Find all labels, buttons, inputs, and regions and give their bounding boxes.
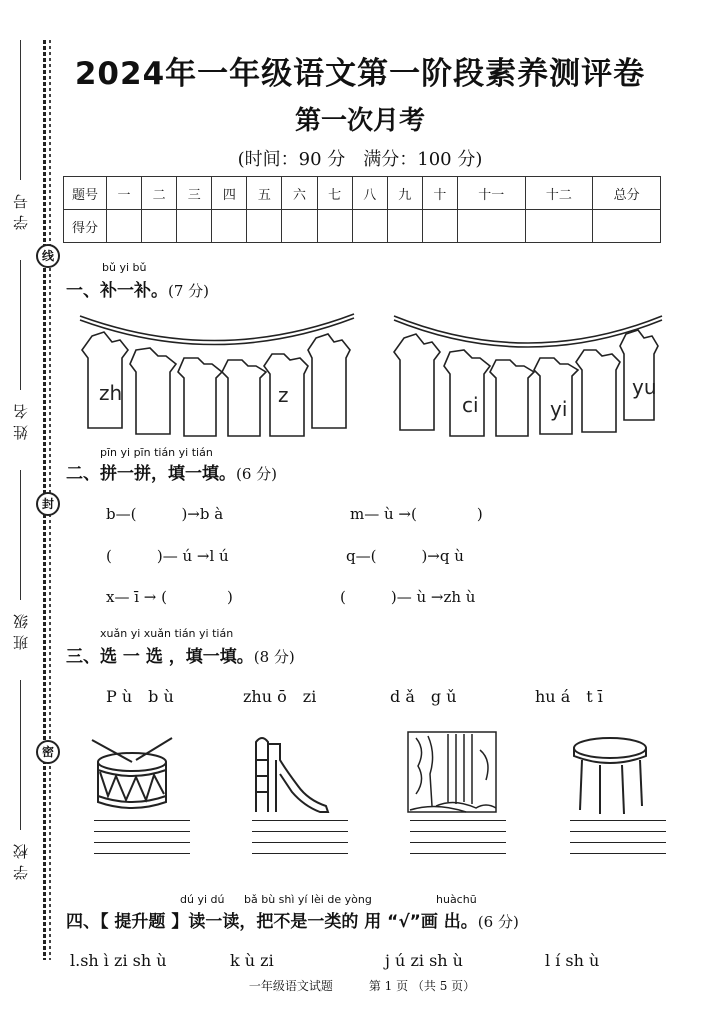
q2-item-3: ( )— ú →l ú — [106, 547, 229, 565]
col-header: 一 — [107, 177, 142, 210]
row-label: 得分 — [64, 210, 107, 243]
slide-picture — [246, 730, 338, 816]
score-cell[interactable] — [107, 210, 142, 243]
shirt-letter: ci — [462, 393, 479, 417]
q4-pinyin-read: dú yi dú — [180, 893, 225, 906]
margin-rule — [20, 260, 21, 390]
margin-rule — [20, 40, 21, 180]
q3-heading — [66, 642, 295, 667]
seal-secret: 密 — [36, 740, 60, 764]
question-number-row — [64, 177, 661, 210]
q4-pinyin-draw: huàchū — [436, 893, 477, 906]
score-cell[interactable] — [593, 210, 661, 243]
drum-picture — [86, 730, 178, 816]
q2-item-6: ( )— ù →zh ù — [340, 588, 476, 606]
q2-item-5: x— ī → ( ) — [106, 588, 233, 606]
margin-rule — [20, 470, 21, 600]
col-header: 十二 — [525, 177, 593, 210]
class-label: 班级 — [12, 608, 30, 650]
q4-item-4: l í sh ù — [545, 951, 600, 970]
q2-pinyin: pīn yi pīn tián yi tián — [100, 446, 213, 459]
score-cell[interactable] — [457, 210, 525, 243]
score-cell[interactable] — [422, 210, 457, 243]
shirt-letter: yu — [632, 375, 657, 399]
waterfall-picture — [406, 730, 498, 816]
q2-heading — [66, 459, 277, 484]
score-row — [64, 210, 661, 243]
margin-rule — [20, 680, 21, 830]
score-cell[interactable] — [142, 210, 177, 243]
col-header: 六 — [282, 177, 317, 210]
q2-points: (6 分) — [236, 465, 278, 483]
col-header: 七 — [317, 177, 352, 210]
q3-title: 三、选 一 选 ，填一填。 — [66, 647, 254, 667]
q2-item-2: m— ù →( ) — [350, 505, 483, 523]
score-cell[interactable] — [212, 210, 247, 243]
score-cell[interactable] — [352, 210, 387, 243]
q4-item-3: j ú zi sh ù — [385, 951, 463, 970]
q3-points: (8 分) — [253, 648, 295, 666]
q4-points: (6 分) — [477, 913, 519, 931]
seal-seal: 封 — [36, 492, 60, 516]
score-cell[interactable] — [247, 210, 282, 243]
clothesline-illustration — [72, 308, 672, 448]
q4-item-1: l.sh ì zi sh ù — [70, 951, 167, 970]
answer-lines-3[interactable] — [410, 820, 506, 864]
col-header: 二 — [142, 177, 177, 210]
time-info: (时间：90 分 满分：100 分) — [237, 149, 483, 170]
col-header: 四 — [212, 177, 247, 210]
col-header: 十一 — [457, 177, 525, 210]
q2-item-4: q—( )→q ù — [346, 547, 464, 565]
q1-heading — [66, 276, 209, 301]
exam-subtitle: 第一次月考 — [294, 106, 425, 136]
q4-heading — [66, 907, 519, 932]
col-header: 八 — [352, 177, 387, 210]
score-cell[interactable] — [317, 210, 352, 243]
answer-lines-1[interactable] — [94, 820, 190, 864]
col-header: 三 — [177, 177, 212, 210]
score-cell[interactable] — [387, 210, 422, 243]
q3-word-1: P ù b ù — [106, 687, 174, 706]
q4-title: 四、【 提升题 】读一读，把不是一类的 用 “√”画 出。 — [66, 912, 478, 932]
exam-title: 2024年一年级语文第一阶段素养测评卷 — [74, 56, 646, 92]
q1-pinyin: bǔ yi bǔ — [102, 261, 147, 274]
page-footer: 一年级语文试题 第 1 页 （共 5 页） — [248, 979, 476, 993]
score-cell[interactable] — [525, 210, 593, 243]
answer-lines-4[interactable] — [570, 820, 666, 864]
shirt-letter: zh — [99, 381, 123, 405]
score-cell[interactable] — [177, 210, 212, 243]
col-header: 九 — [387, 177, 422, 210]
score-table — [63, 176, 661, 243]
seal-line: 线 — [36, 244, 60, 268]
q4-item-2: k ù zi — [230, 951, 274, 970]
row-label: 题号 — [64, 177, 107, 210]
q3-word-3: d ǎ g ǔ — [390, 687, 457, 706]
answer-lines-2[interactable] — [252, 820, 348, 864]
q3-word-4: hu á t ī — [535, 687, 603, 706]
q3-word-2: zhu ō zi — [243, 687, 317, 706]
school-label: 学校 — [12, 838, 30, 880]
score-cell[interactable] — [282, 210, 317, 243]
q1-points: (7 分) — [168, 282, 210, 300]
q4-pinyin-mid: bǎ bù shì yí lèi de yòng — [244, 893, 372, 906]
shirt-letter: yi — [550, 397, 568, 421]
col-header: 总分 — [593, 177, 661, 210]
student-id-label: 学号 — [12, 188, 30, 230]
q2-title: 二、拼一拼，填一填。 — [66, 464, 236, 484]
name-label: 姓名 — [12, 398, 30, 440]
q2-item-1: b—( )→b à — [106, 505, 224, 523]
shirt-letter: z — [278, 383, 289, 407]
col-header: 五 — [247, 177, 282, 210]
col-header: 十 — [422, 177, 457, 210]
q1-title: 一、补一补。 — [66, 281, 168, 301]
stool-picture — [566, 730, 658, 816]
q3-pinyin: xuǎn yi xuǎn tián yi tián — [100, 627, 234, 640]
